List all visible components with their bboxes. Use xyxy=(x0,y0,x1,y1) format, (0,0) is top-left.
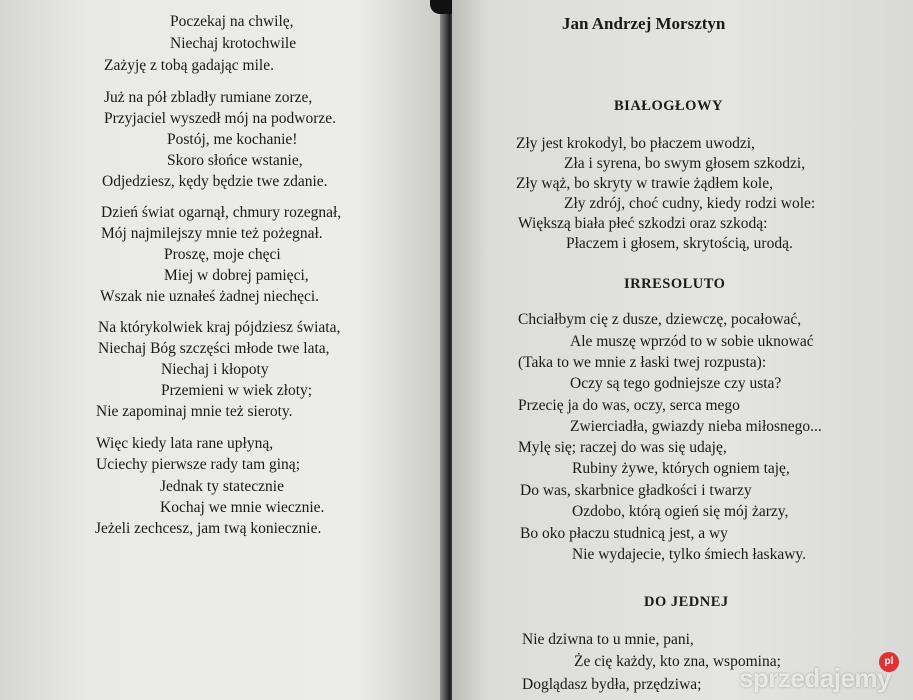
poem-line: Miej w dobrej pamięci, xyxy=(164,267,309,284)
poem-line: Dzień świat ogarnął, chmury rozegnał, xyxy=(101,204,342,221)
right-page xyxy=(452,0,913,700)
poem-line: Nie zapominaj mnie też sieroty. xyxy=(96,403,293,420)
poem-line: Zażyję z tobą gadając mile. xyxy=(104,57,274,74)
poem-line: Rubiny żywe, których ogniem taję, xyxy=(572,460,790,477)
author-title: Jan Andrzej Morsztyn xyxy=(562,14,726,33)
poem-line: Zły zdrój, choć cudny, kiedy rodzi wole: xyxy=(564,195,816,212)
poem-line: Jeżeli zechcesz, jam twą koniecznie. xyxy=(95,520,322,537)
poem-line: Do was, skarbnice gładkości i twarzy xyxy=(520,482,752,499)
poem-line: Poczekaj na chwilę, xyxy=(170,13,294,30)
poem-heading: IRRESOLUTO xyxy=(624,276,726,292)
poem-line: Niechaj Bóg szczęści młode twe lata, xyxy=(98,340,330,357)
watermark-logo: sprzedajemy xyxy=(738,663,891,693)
poem-line: Mój najmilejszy mnie też pożegnał. xyxy=(101,225,323,242)
poem-line: Niechaj krotochwile xyxy=(170,35,297,52)
poem-line: Mylę się; raczej do was się udaję, xyxy=(518,439,727,456)
poem-line: Że cię każdy, kto zna, wspomina; xyxy=(574,653,781,670)
poem-heading: BIAŁOGŁOWY xyxy=(614,98,723,114)
poem-line: Płaczem i głosem, skrytością, urodą. xyxy=(566,235,793,252)
poem-line: Przecię ja do was, oczy, serca mego xyxy=(518,397,740,414)
poem-line: Postój, me kochanie! xyxy=(167,131,298,148)
poem-line: Zwierciadła, gwiazdy nieba miłosnego... xyxy=(570,418,822,435)
poem-line: (Taka to we mnie z łaski twej rozpusta): xyxy=(518,354,767,371)
poem-line: Niechaj i kłopoty xyxy=(161,361,269,378)
poem-line: Oczy są tego godniejsze czy usta? xyxy=(570,375,782,392)
poem-line: Przyjaciel wyszedł mój na podworze. xyxy=(104,110,336,127)
poem-line: Więc kiedy lata rane upłyną, xyxy=(96,435,274,452)
poem-line: Ozdobo, którą ogień się mój żarzy, xyxy=(572,503,789,520)
poem-line: Nie dziwna to u mnie, pani, xyxy=(522,631,694,648)
poem-line: Przemieni w wiek złoty; xyxy=(161,382,313,399)
poem-line: Zła i syrena, bo swym głosem szkodzi, xyxy=(564,155,806,172)
poem-line: Na którykolwiek kraj pójdziesz świata, xyxy=(98,319,341,336)
poem-line: Proszę, moje chęci xyxy=(164,246,281,263)
poem-line: Zły wąż, bo skryty w trawie żądłem kole, xyxy=(516,175,773,192)
poem-line: Kochaj we mnie wiecznie. xyxy=(160,499,325,516)
poem-line: Nie wydajecie, tylko śmiech łaskawy. xyxy=(572,546,807,563)
poem-line: Już na pół zbladły rumiane zorze, xyxy=(104,89,313,106)
poem-line: Bo oko płaczu studnicą jest, a wy xyxy=(520,525,728,542)
poem-line: Chciałbym cię z dusze, dziewczę, pocałować, xyxy=(518,311,802,328)
poem-line: Zły jest krokodyl, bo płaczem uwodzi, xyxy=(516,135,755,152)
left-page xyxy=(0,0,446,700)
poem-heading: DO JEDNEJ xyxy=(644,594,729,610)
poem-line: Ale muszę wprzód to w sobie uknować xyxy=(570,333,814,350)
watermark-badge: pl xyxy=(879,652,899,672)
poem-line: Uciechy pierwsze rady tam giną; xyxy=(96,456,300,473)
poem-line: Doglądasz bydła, przędziwa; xyxy=(522,676,702,693)
poem-line: Większą biała płeć szkodzi oraz szkodą: xyxy=(518,215,768,232)
poem-line: Wszak nie uznałeś żadnej niechęci. xyxy=(100,288,320,305)
poem-line: Skoro słońce wstanie, xyxy=(167,152,303,169)
poem-line: Jednak ty statecznie xyxy=(160,478,284,495)
poem-line: Odjedziesz, kędy będzie twe zdanie. xyxy=(102,173,328,190)
